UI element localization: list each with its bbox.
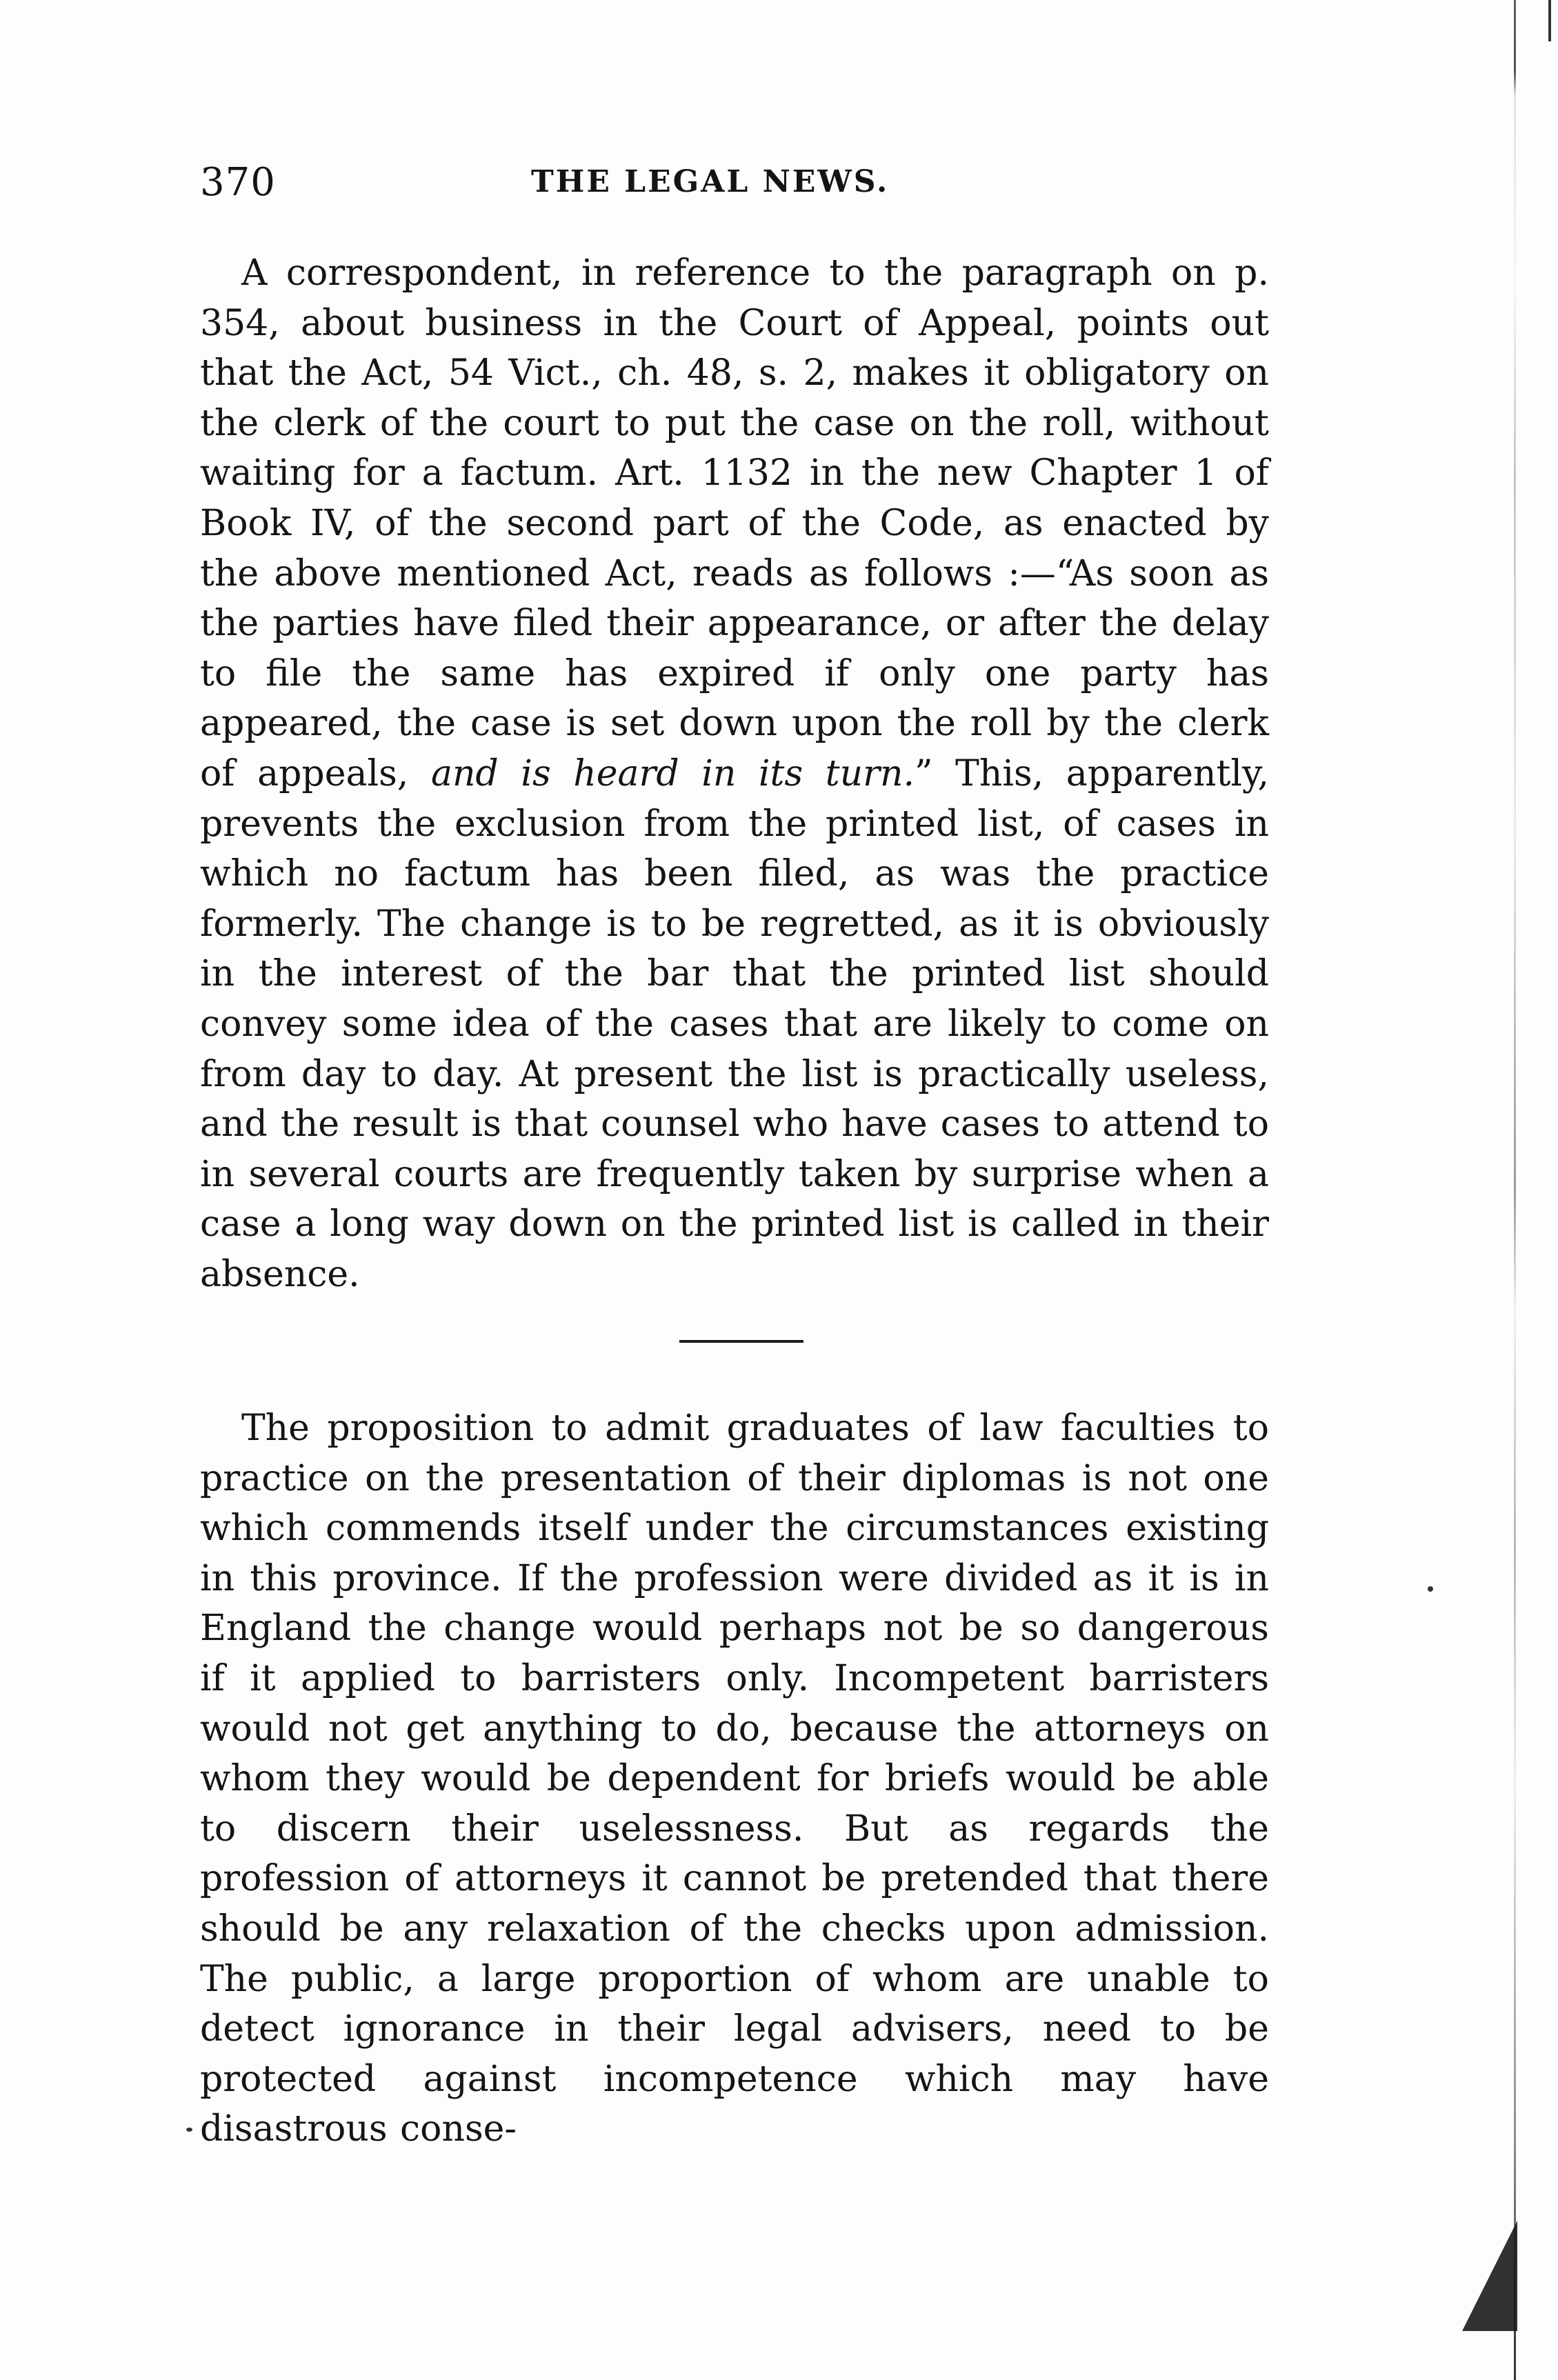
scan-corner-shadow (1462, 2221, 1517, 2331)
running-head: THE LEGAL NEWS. (531, 164, 890, 199)
scan-speck (1548, 0, 1551, 41)
paragraph-text: The proposition to admit graduates of law faculties to practice on the presentation of their diplomas is not one which commends itself under the circumstances existing in this province. If the profession were divided as it is in England the change would perhaps not be so dangerous if it applied to barristers only. Incompetent barristers would not get anything to do, because the attorneys on whom they would be dependent for briefs would be able to discern their uselessness. But as regards the profession of attorneys it cannot be pretended that there should be any relaxation of the checks upon admission. The public, a large proportion of whom are unable to detect ignorance in their legal advisers, need to be protected against incompetence which may have disastrous conse- (200, 1408, 1269, 2150)
paragraph-text-continued: ” This, apparently, prevents the exclusion from the printed list, of cases in which no factum has been filed, as was the practice formerly. The change is to be regretted, as it is obviously in the interest of the bar that the printed list should convey some idea of the cases that are likely to come on from day to day. At present the list is practically useless, and the result is that counsel who have cases to attend to in several courts are frequently taken by surprise when a case a long way down on the printed list is called in their absence. (200, 752, 1270, 1295)
section-divider-rule (679, 1340, 803, 1343)
scan-page-edge (1514, 0, 1516, 2380)
scan-speck (1428, 1586, 1433, 1592)
scan-speck (186, 2128, 192, 2132)
paragraph-proposition (200, 1403, 1269, 2154)
page-number: 370 (200, 160, 276, 205)
page-header (200, 160, 1276, 215)
italic-quote: and is heard in its turn. (430, 752, 915, 794)
paragraph-correspondent (200, 248, 1269, 1299)
paragraph-text: A correspondent, in reference to the paragraph on p. 354, about business in the Court of Appeal, points out that the Act, 54 Vict., ch. 48, s. 2, makes it obligatory on the clerk of the court to put the case on the roll, without waiting for a factum. Art. 1132 in the new Chapter 1 of Book IV, of the second part of the Code, as enacted by the above mentioned Act, reads as follows :—“As soon as the parties have filed their appearance, or after the delay to file the same has expired if only one party has appeared, the case is set down upon the roll by the clerk of appeals, (200, 252, 1269, 794)
